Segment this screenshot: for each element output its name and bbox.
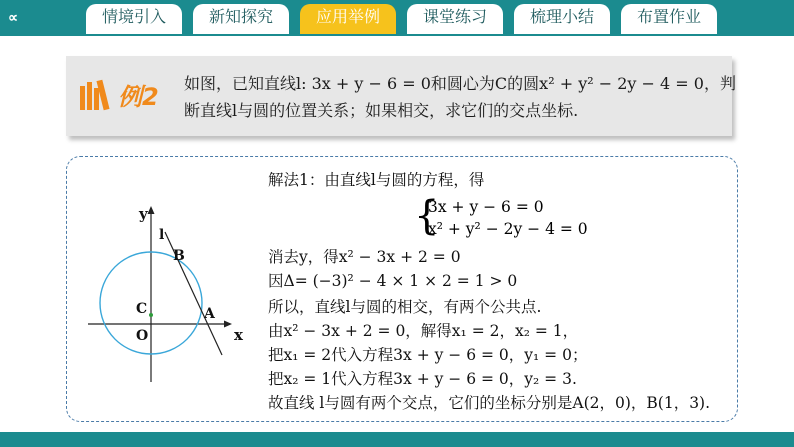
bottom-bar [0, 432, 794, 447]
equation-system [414, 193, 588, 244]
label-l: l [159, 227, 165, 243]
equation-2: x² + y² − 2y − 4 = 0 [428, 220, 588, 238]
equation-1: 3x + y − 6 = 0 [428, 198, 544, 216]
step-5: 把x₁ = 2代入方程3x + y − 6 = 0，y₁ = 0； [268, 346, 588, 364]
example-line-1: 如图，已知直线l: 3x + y − 6 = 0和圆心为C的圆x² + y² − 2y − 4 = 0，判 [184, 74, 736, 93]
tab-0[interactable]: 情境引入 [86, 4, 182, 34]
step-3: 所以，直线l与圆的相交，有两个公共点. [268, 298, 542, 316]
step-2: 因Δ= (−3)² − 4 × 1 × 2 = 1 > 0 [268, 272, 518, 290]
tab-1[interactable]: 新知探究 [193, 4, 289, 34]
brace: { [414, 193, 440, 239]
example-line-2: 断直线l与圆的位置关系；如果相交，求它们的交点坐标. [184, 101, 579, 120]
circle-line-figure [84, 200, 264, 390]
label-B: B [173, 248, 185, 264]
step-4: 由x² − 3x + 2 = 0，解得x₁ = 2，x₂ = 1， [268, 322, 579, 340]
y-axis-arrow [148, 206, 155, 214]
tab-4[interactable]: 梳理小结 [514, 4, 610, 34]
book-stack-icon [80, 78, 174, 112]
x-axis-arrow [224, 321, 232, 328]
example-box [66, 56, 736, 136]
label-C: C [136, 301, 148, 317]
label-x: x [234, 326, 243, 344]
step-1: 消去y，得x² − 3x + 2 = 0 [268, 248, 461, 266]
label-A: A [204, 306, 215, 322]
center-point [149, 313, 153, 317]
solution-title: 解法1：由直线l与圆的方程，得 [268, 171, 485, 189]
label-O: O [136, 328, 149, 344]
step-7: 故直线 l与圆有两个交点，它们的坐标分别是A(2，0)，B(1，3). [268, 394, 711, 412]
label-y: y [139, 205, 148, 223]
tab-3[interactable]: 课堂练习 [407, 4, 503, 34]
tab-5[interactable]: 布置作业 [621, 4, 717, 34]
example-statement [184, 70, 736, 124]
example-badge: 例2 [118, 83, 159, 111]
tab-2-active[interactable]: 应用举例 [300, 4, 396, 34]
logo-icon: ∝ [8, 9, 19, 25]
step-6: 把x₂ = 1代入方程3x + y − 6 = 0，y₂ = 3. [268, 370, 577, 388]
logo [8, 9, 74, 27]
